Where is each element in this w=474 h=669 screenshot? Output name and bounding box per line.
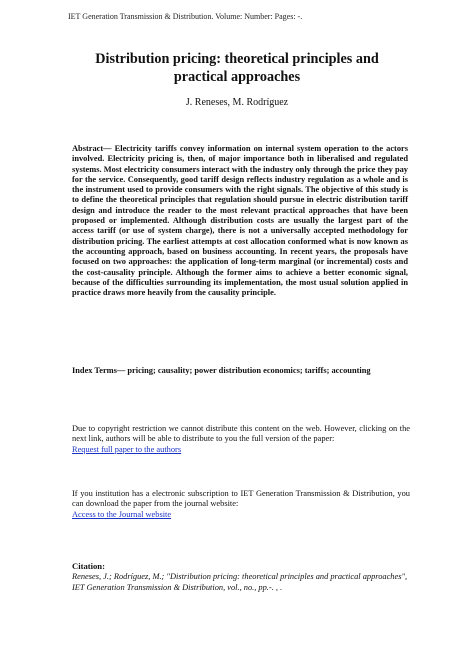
abstract [72, 144, 408, 298]
index-terms [72, 366, 408, 376]
paper-title [40, 50, 434, 86]
journal-website-link[interactable]: Access to the Journal website [72, 509, 172, 519]
subscription-text: If you institution has a electronic subscription to IET Generation Transmission & Distribution, you can download the paper from the journal website: [72, 489, 410, 509]
index-terms-text: pricing; causality; power distribution economics; tariffs; accounting [127, 366, 371, 375]
index-terms-label: Index Terms— [72, 366, 126, 375]
title-line-2: practical approaches [173, 69, 301, 85]
running-header: IET Generation Transmission & Distribution. Volume: Number: Pages: -. [68, 12, 303, 21]
abstract-text: Electricity tariffs convey information on internal system operation to the actors involved. Electricity pricing is, then, of major importance both in liberalised and regulated systems. Most electricity consumers interact with the industry only through the price they pay for the service. Consequently, good tariff design reflects industry regulation as a whole and is the instrument used to provide consumers with the right signals. The objective of this study is to define the theoretical principles that regulation should pursue in electric distribution tariff design and introduce the reader to the most relevant practical approaches that have been proposed or implemented. Although distribution costs are usually the largest part of the access tariff (or use of system charge), there is not a universally accepted methodology for distribution pricing. The earliest attempts at cost allocation conformed what is now known as the accounting approach, based on business accounting. In recent years, the proposals have focused on two approaches: the application of long-term marginal (or incremental) costs and the cost-causality principle. Although the former aims to achieve a better economic signal, because of the difficulties surrounding its implementation, the most usual solution applied in practice draws more heavily from the causality principle. [72, 144, 409, 298]
abstract-label: Abstract— [72, 144, 112, 153]
request-paper-link[interactable]: Request full paper to the authors [72, 444, 182, 454]
copyright-text: Due to copyright restriction we cannot distribute this content on the web. However, clicking on the next link, authors will be able to distribute to you the full version of the paper: [72, 424, 410, 444]
subscription-notice [72, 489, 410, 520]
copyright-notice [72, 424, 410, 455]
paper-authors: J. Reneses, M. Rodríguez [185, 97, 289, 108]
citation-label: Citation: [72, 561, 105, 571]
citation-text: Reneses, J.; Rodríguez, M.; "Distribution pricing: theoretical principles and practical approaches", IET Generation Transmission & Distribution, vol., no., pp.-. , . [72, 572, 408, 592]
title-line-1: Distribution pricing: theoretical principles and [95, 51, 379, 67]
